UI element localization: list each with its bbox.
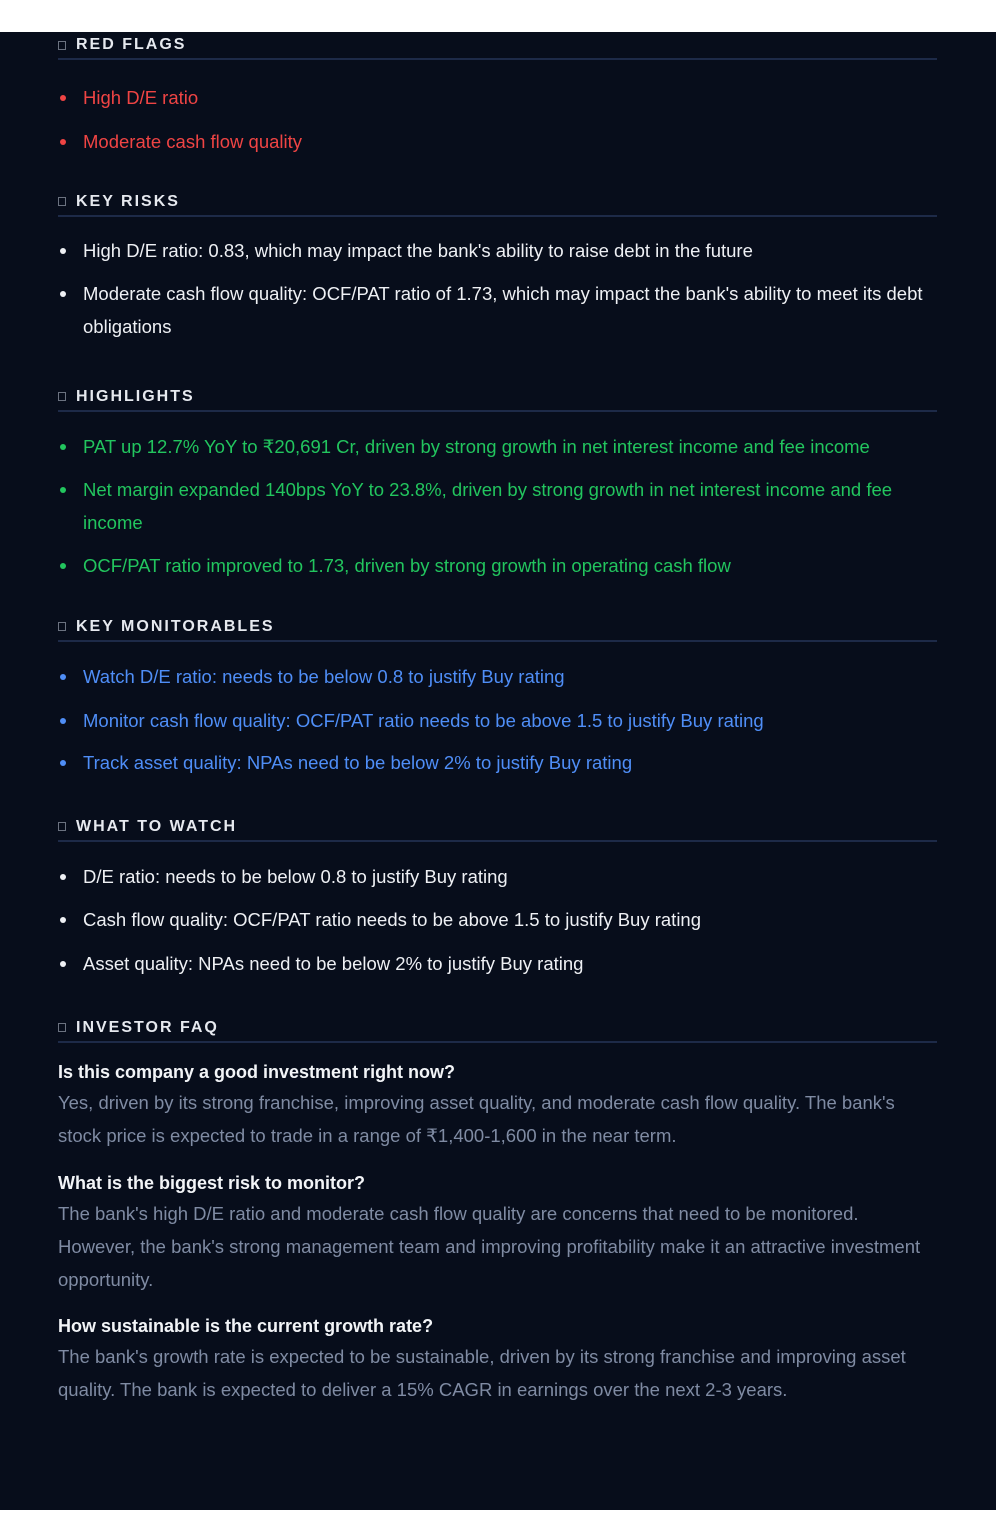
faq-item	[58, 1169, 937, 1296]
section-header	[58, 188, 937, 217]
bullet-icon	[60, 718, 66, 724]
list-item: Monitor cash flow quality: OCF/PAT ratio needs to be above 1.5 to justify Buy rating	[58, 704, 937, 737]
section-red-flags	[58, 32, 937, 158]
list-item: D/E ratio: needs to be below 0.8 to justify Buy rating	[58, 860, 937, 893]
section-what-to-watch	[58, 813, 937, 980]
square-outline-icon	[58, 197, 66, 206]
section-header	[58, 613, 937, 642]
bullet-icon	[60, 444, 66, 450]
section-title: INVESTOR FAQ	[76, 1018, 219, 1036]
section-header	[58, 383, 937, 412]
bullet-icon	[60, 563, 66, 569]
faq-item	[58, 1058, 937, 1152]
list-item: Asset quality: NPAs need to be below 2% to justify Buy rating	[58, 947, 937, 980]
key-risks-list	[58, 234, 937, 343]
what-to-watch-list	[58, 860, 937, 980]
faq-question: Is this company a good investment right now?	[58, 1062, 456, 1082]
section-title: WHAT TO WATCH	[76, 817, 238, 835]
square-outline-icon	[58, 822, 66, 831]
faq-answer: Yes, driven by its strong franchise, improving asset quality, and moderate cash flow quality. The bank's stock price is expected to trade in a range of ₹1,400-1,600 in the near term.	[58, 1092, 895, 1146]
bullet-icon	[60, 961, 66, 967]
square-outline-icon	[58, 622, 66, 631]
square-outline-icon	[58, 1023, 66, 1032]
section-title: RED FLAGS	[76, 36, 187, 53]
list-item: Cash flow quality: OCF/PAT ratio needs to be above 1.5 to justify Buy rating	[58, 903, 937, 936]
faq-list	[58, 1058, 937, 1406]
section-title: HIGHLIGHTS	[76, 387, 195, 405]
list-item: Watch D/E ratio: needs to be below 0.8 to justify Buy rating	[58, 660, 937, 693]
faq-answer: The bank's growth rate is expected to be sustainable, driven by its strong franchise and improving asset quality. The bank is expected to deliver a 15% CAGR in earnings over the next 2-3 years.	[58, 1346, 906, 1400]
red-flags-list	[58, 81, 937, 158]
section-header	[58, 32, 937, 60]
bullet-icon	[60, 674, 66, 680]
highlights-list	[58, 430, 937, 582]
section-title: KEY MONITORABLES	[76, 617, 275, 635]
list-item: High D/E ratio: 0.83, which may impact the bank's ability to raise debt in the future	[58, 234, 937, 267]
bullet-icon	[60, 95, 66, 101]
section-investor-faq	[58, 1014, 937, 1406]
bullet-icon	[60, 760, 66, 766]
bullet-icon	[60, 139, 66, 145]
faq-answer: The bank's high D/E ratio and moderate cash flow quality are concerns that need to be monitored. However, the bank's strong management team and improving profitability make it an attractive investment opportunity.	[58, 1203, 921, 1290]
faq-question: How sustainable is the current growth rate?	[58, 1316, 434, 1336]
section-highlights	[58, 383, 937, 582]
section-header	[58, 813, 937, 842]
key-monitorables-list	[58, 660, 937, 779]
section-header	[58, 1014, 937, 1043]
list-item: OCF/PAT ratio improved to 1.73, driven by strong growth in operating cash flow	[58, 549, 937, 582]
square-outline-icon	[58, 41, 66, 50]
square-outline-icon	[58, 392, 66, 401]
list-item: PAT up 12.7% YoY to ₹20,691 Cr, driven by strong growth in net interest income and fee income	[58, 430, 937, 463]
list-item: Moderate cash flow quality: OCF/PAT ratio of 1.73, which may impact the bank's ability to meet its debt obligations	[58, 277, 937, 343]
list-item: Net margin expanded 140bps YoY to 23.8%, driven by strong growth in net interest income and fee income	[58, 473, 937, 539]
section-key-monitorables	[58, 613, 937, 779]
list-item: Moderate cash flow quality	[58, 125, 937, 158]
bullet-icon	[60, 291, 66, 297]
faq-item	[58, 1312, 937, 1406]
analysis-panel	[0, 32, 996, 1510]
bullet-icon	[60, 487, 66, 493]
section-title: KEY RISKS	[76, 192, 180, 210]
bullet-icon	[60, 917, 66, 923]
list-item: Track asset quality: NPAs need to be below 2% to justify Buy rating	[58, 746, 937, 779]
section-key-risks	[58, 188, 937, 343]
list-item: High D/E ratio	[58, 81, 937, 114]
faq-question: What is the biggest risk to monitor?	[58, 1173, 366, 1193]
bullet-icon	[60, 248, 66, 254]
bullet-icon	[60, 874, 66, 880]
